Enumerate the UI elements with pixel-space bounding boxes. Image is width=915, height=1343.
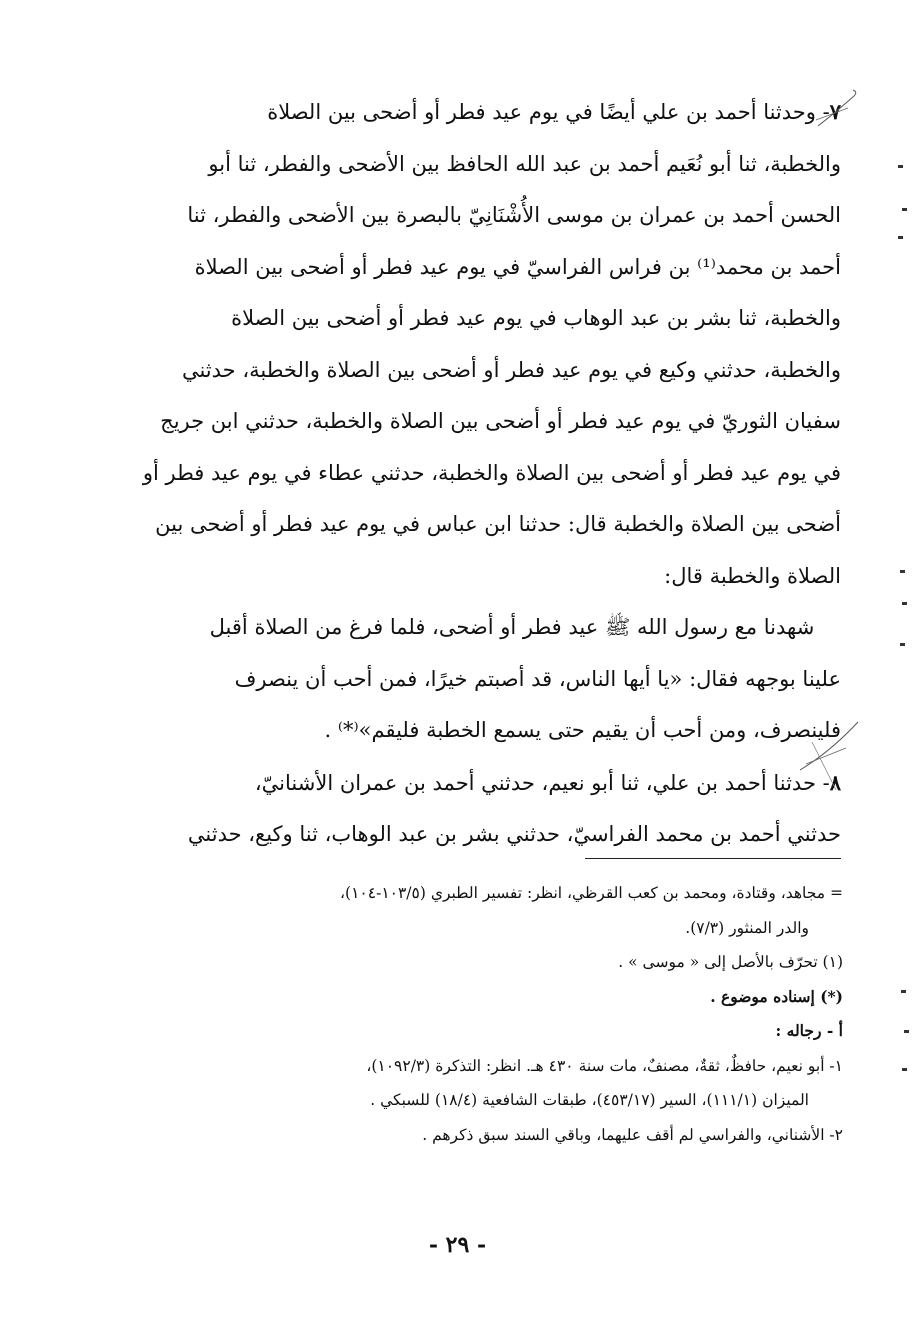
footnote-line: أ - رجاله : bbox=[775, 1021, 843, 1040]
text-line: في يوم عيد فطر أو أضحى بين الصلاة والخطبة، حدثني عطاء في يوم عيد فطر أو bbox=[142, 460, 841, 485]
main-text bbox=[95, 86, 841, 861]
text-line: وحدثنا أحمد بن علي أيضًا في يوم عيد فطر أو أضحى بين الصلاة bbox=[267, 100, 816, 124]
footnote-line: ١- أبو نعيم، حافظٌ، ثقةٌ، مصنفٌ، مات سنة ٤٣٠ هـ. انظر: التذكرة (١٠٩٢/٣)، bbox=[366, 1056, 843, 1075]
text-line: أضحى بين الصلاة والخطبة قال: حدثنا ابن عباس في يوم عيد فطر أو أضحى بين bbox=[155, 512, 841, 536]
hadith-number: ٨ bbox=[829, 769, 841, 795]
text-line: أحمد بن محمد⁽¹⁾ بن فراس الفراسيّ في يوم عيد فطر أو أضحى بين الصلاة bbox=[194, 254, 841, 279]
text-line: شهدنا مع رسول الله ﷺ عيد فطر أو أضحى، فلما فرغ من الصلاة أقبل bbox=[209, 615, 815, 639]
hadith-number: ٧ bbox=[829, 99, 841, 124]
text-line: حدثنا أحمد بن علي، ثنا أبو نعيم، حدثني أحمد بن عمران الأشنانيّ، bbox=[254, 770, 816, 795]
margin-mark bbox=[902, 1068, 907, 1071]
footnotes bbox=[88, 876, 843, 1152]
text-line: والخطبة، ثنا أبو نُعَيم أحمد بن عبد الله الحافظ بين الأضحى والفطر، ثنا أبو bbox=[208, 151, 841, 176]
text-line: حدثني أحمد بن محمد الفراسيّ، حدثني بشر بن عبد الوهاب، ثنا وكيع، حدثني bbox=[187, 822, 841, 846]
footnote-line: = مجاهد، وقتادة، ومحمد بن كعب القرظي، انظر: تفسير الطبري (١٠٣/٥-١٠٤)، bbox=[340, 884, 843, 902]
margin-mark bbox=[902, 602, 907, 605]
footnote-separator bbox=[585, 858, 841, 859]
margin-mark bbox=[898, 236, 903, 239]
text-line: فلينصرف، ومن أحب أن يقيم حتى يسمع الخطبة فليقم»⁽*⁾ . bbox=[324, 718, 841, 742]
hadith-text bbox=[95, 602, 841, 757]
text-line: علينا بوجهه فقال: «يا أيها الناس، قد أصبتم خيرًا، فمن أحب أن ينصرف bbox=[234, 666, 841, 691]
footnote-line: والدر المنثور (٧/٣). bbox=[685, 918, 809, 937]
text-line: الحسن أحمد بن عمران بن موسى الأُشْنَانِيّ بالبصرة بين الأضحى والفطر، ثنا bbox=[187, 203, 841, 227]
text-line: سفيان الثوريّ في يوم عيد فطر أو أضحى بين الصلاة والخطبة، حدثني ابن جريج bbox=[160, 409, 841, 433]
hadith-8: ٨- حدثنا أحمد بن علي، ثنا أبو نعيم، حدثني أحمد بن عمران الأشنانيّ، حدثني أحمد بن محمد الفراسيّ، حدثني بشر بن عبد الوهاب، ثنا وكيع، حدثني bbox=[187, 769, 841, 846]
margin-mark bbox=[902, 208, 907, 211]
text-line: والخطبة، حدثني وكيع في يوم عيد فطر أو أضحى بين الصلاة والخطبة، حدثني bbox=[181, 357, 841, 382]
footnote-line: (*) إسناده موضوع . bbox=[710, 986, 843, 1006]
footnote-line: الميزان (١١١/١)، السير (٤٥٣/١٧)، طبقات الشافعية (١٨/٤) للسبكي . bbox=[370, 1091, 809, 1109]
margin-mark bbox=[900, 643, 905, 646]
margin-mark bbox=[898, 165, 903, 168]
text-line: الصلاة والخطبة قال: bbox=[664, 563, 841, 588]
footnote-line: (١) تحرّف بالأصل إلى « موسى » . bbox=[618, 953, 843, 971]
margin-mark bbox=[901, 990, 906, 993]
footnote-line: ٢- الأشناني، والفراسي لم أقف عليهما، وباقي السند سبق ذكرهم . bbox=[422, 1125, 843, 1144]
margin-mark bbox=[904, 1030, 909, 1033]
margin-mark bbox=[900, 570, 905, 573]
page-number: - ٢٩ - bbox=[428, 1232, 487, 1258]
hadith-7: ٧- وحدثنا أحمد بن علي أيضًا في يوم عيد فطر أو أضحى بين الصلاة والخطبة، ثنا أبو نُعَيم أحمد بن عبد الله الحافظ بين الأضحى والفطر، ثنا أبو الحسن أحمد بن عمران بن موسى الأُشْنَانِيّ بالبصرة بين الأضحى والفطر، ثنا أحمد بن محمد⁽¹⁾ بن فراس الفراسيّ في يوم عيد فطر أو أضحى بين الصلاة والخطبة، ثنا بشر بن عبد الوهاب في يوم عيد فطر أو أضحى بين الصلاة والخطبة، حدثني وكيع في يوم عيد فطر أو أضحى بين الصلاة والخطبة، حدثني سفيان الثوريّ في يوم عيد فطر أو أضحى بين الصلاة والخطبة، حدثني ابن جريج في يوم عيد فطر أو أضحى بين الصلاة والخطبة، حدثني عطاء في يوم عيد فطر أو أضحى بين الصلاة والخطبة قال: حدثنا ابن عباس في يوم عيد فطر أو أضحى بين الصلاة والخطبة قال: bbox=[142, 99, 841, 588]
text-line: والخطبة، ثنا بشر بن عبد الوهاب في يوم عيد فطر أو أضحى بين الصلاة bbox=[231, 306, 841, 330]
